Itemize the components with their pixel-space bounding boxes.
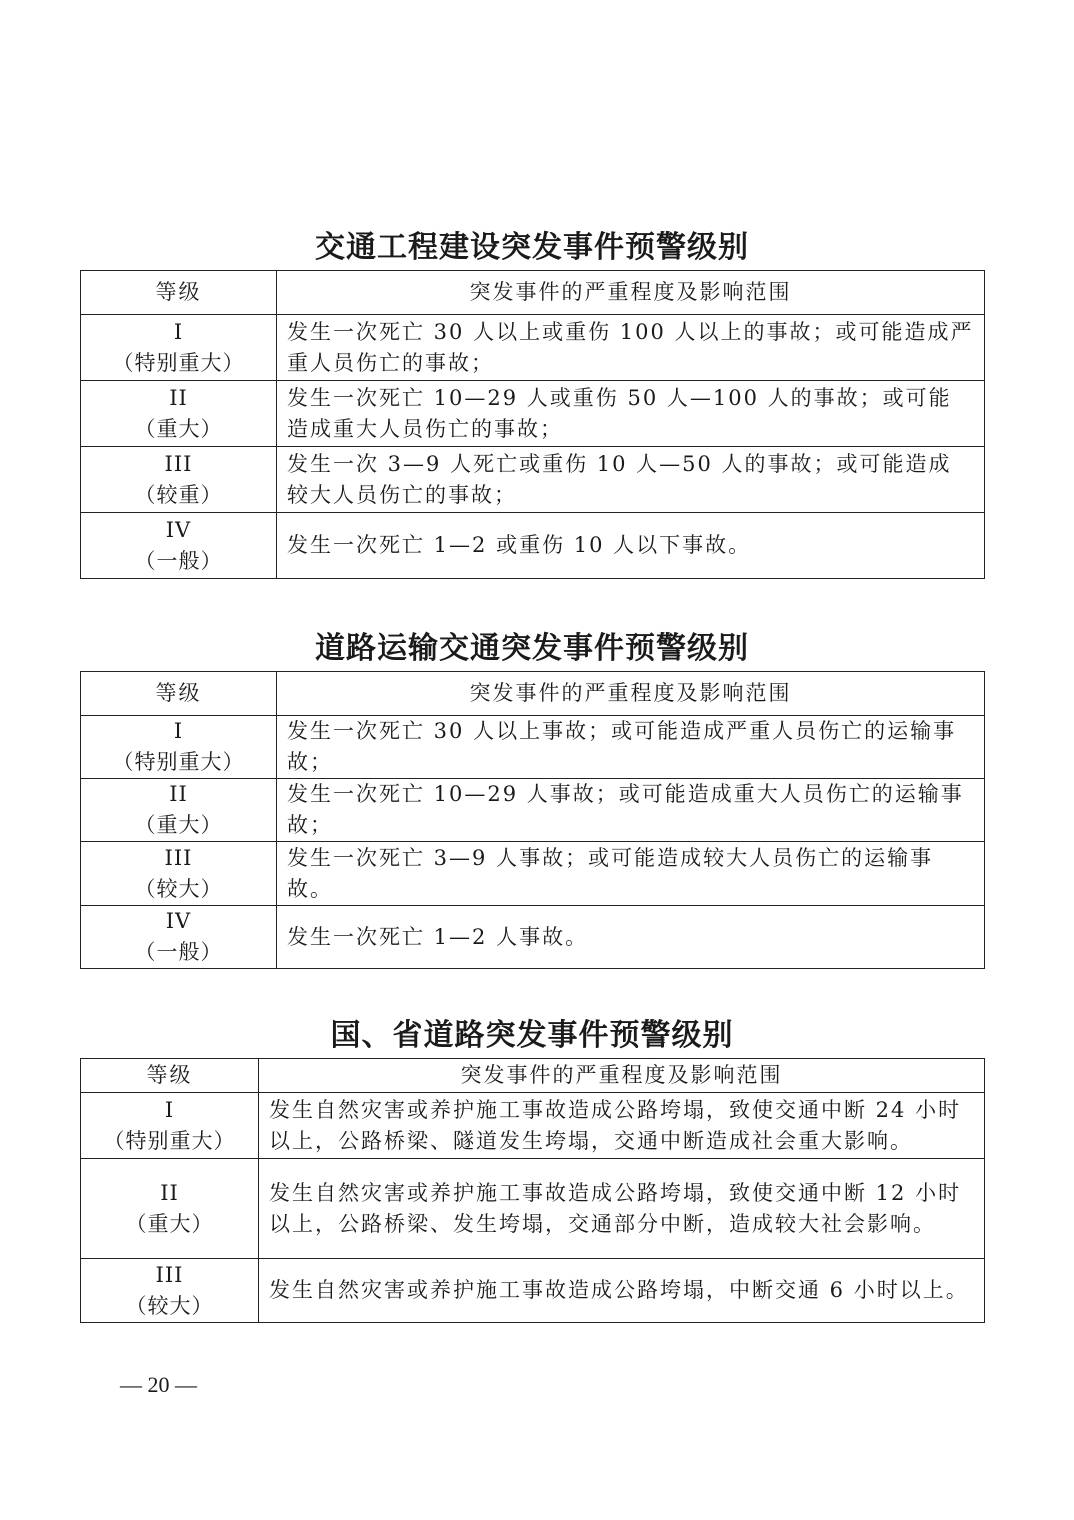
level-numeral: III	[164, 451, 193, 476]
description-cell: 发生一次死亡 1—2 或重伤 10 人以下事故。	[277, 513, 985, 579]
section-road-transport	[80, 629, 985, 969]
level-numeral: IV	[165, 517, 192, 542]
level-cell	[81, 716, 277, 779]
level-cell	[81, 381, 277, 447]
section-construction	[80, 228, 985, 579]
page-number: — 20 —	[120, 1372, 197, 1397]
description-cell: 发生一次死亡 10—29 人事故；或可能造成重大人员伤亡的运输事故；	[277, 779, 985, 842]
level-cell	[81, 513, 277, 579]
warning-level-table	[80, 1058, 985, 1323]
level-label: （特别重大）	[103, 1128, 236, 1153]
level-label: （重大）	[134, 416, 223, 441]
table-row	[81, 513, 985, 579]
level-label: （一般）	[134, 940, 223, 964]
table-title: 道路运输交通突发事件预警级别	[315, 631, 749, 666]
level-label: （较重）	[134, 482, 223, 507]
level-cell	[81, 906, 277, 969]
description-cell: 发生一次死亡 30 人以上或重伤 100 人以上的事故；或可能造成严重人员伤亡的事故；	[277, 315, 985, 381]
table-row	[81, 1159, 985, 1259]
header-scope: 突发事件的严重程度及影响范围	[277, 672, 985, 716]
level-label: （较大）	[134, 876, 223, 901]
table-row	[81, 1259, 985, 1323]
level-label: （重大）	[134, 813, 223, 837]
table-header-row	[81, 1059, 985, 1093]
level-numeral: I	[173, 719, 184, 743]
table-row	[81, 315, 985, 381]
level-cell	[81, 447, 277, 513]
description-cell: 发生一次死亡 3—9 人事故；或可能造成较大人员伤亡的运输事故。	[277, 842, 985, 906]
header-level: 等级	[81, 271, 277, 315]
description-cell: 发生自然灾害或养护施工事故造成公路垮塌，致使交通中断 24 小时以上，公路桥梁、隧道发生垮塌，交通中断造成社会重大影响。	[259, 1093, 985, 1159]
level-label: （特别重大）	[112, 750, 245, 774]
level-cell	[81, 315, 277, 381]
header-scope: 突发事件的严重程度及影响范围	[277, 271, 985, 315]
table-row	[81, 1093, 985, 1159]
description-cell: 发生自然灾害或养护施工事故造成公路垮塌，中断交通 6 小时以上。	[259, 1259, 985, 1323]
level-label: （一般）	[134, 548, 223, 573]
warning-level-table	[80, 671, 985, 969]
level-cell	[81, 779, 277, 842]
description-cell: 发生一次死亡 10—29 人或重伤 50 人—100 人的事故；或可能造成重大人员伤亡的事故；	[277, 381, 985, 447]
table-row	[81, 716, 985, 779]
level-numeral: II	[169, 782, 188, 806]
level-label: （特别重大）	[112, 350, 245, 375]
header-scope: 突发事件的严重程度及影响范围	[259, 1059, 985, 1093]
level-numeral: I	[173, 319, 184, 344]
warning-level-table	[80, 270, 985, 579]
table-row	[81, 906, 985, 969]
level-label: （较大）	[125, 1293, 214, 1318]
level-label: （重大）	[125, 1211, 214, 1236]
header-level: 等级	[81, 672, 277, 716]
table-title: 交通工程建设突发事件预警级别	[315, 230, 749, 265]
table-header-row	[81, 672, 985, 716]
table-row	[81, 381, 985, 447]
table-header-row	[81, 271, 985, 315]
header-level: 等级	[81, 1059, 259, 1093]
level-cell	[81, 1159, 259, 1259]
level-numeral: III	[164, 845, 193, 870]
level-numeral: IV	[165, 909, 192, 933]
level-numeral: I	[164, 1097, 175, 1122]
description-cell: 发生一次死亡 1—2 人事故。	[277, 906, 985, 969]
level-numeral: II	[160, 1180, 179, 1205]
level-cell	[81, 1259, 259, 1323]
level-numeral: II	[169, 385, 188, 410]
description-cell: 发生一次 3—9 人死亡或重伤 10 人—50 人的事故；或可能造成较大人员伤亡的事故；	[277, 447, 985, 513]
level-cell	[81, 842, 277, 906]
description-cell: 发生自然灾害或养护施工事故造成公路垮塌，致使交通中断 12 小时以上，公路桥梁、发生垮塌，交通部分中断，造成较大社会影响。	[259, 1159, 985, 1259]
section-national-provincial-road	[80, 1016, 985, 1323]
level-numeral: III	[155, 1262, 184, 1287]
table-row	[81, 447, 985, 513]
description-cell: 发生一次死亡 30 人以上事故；或可能造成严重人员伤亡的运输事故；	[277, 716, 985, 779]
level-cell	[81, 1093, 259, 1159]
table-row	[81, 842, 985, 906]
table-row	[81, 779, 985, 842]
table-title: 国、省道路突发事件预警级别	[330, 1018, 734, 1053]
